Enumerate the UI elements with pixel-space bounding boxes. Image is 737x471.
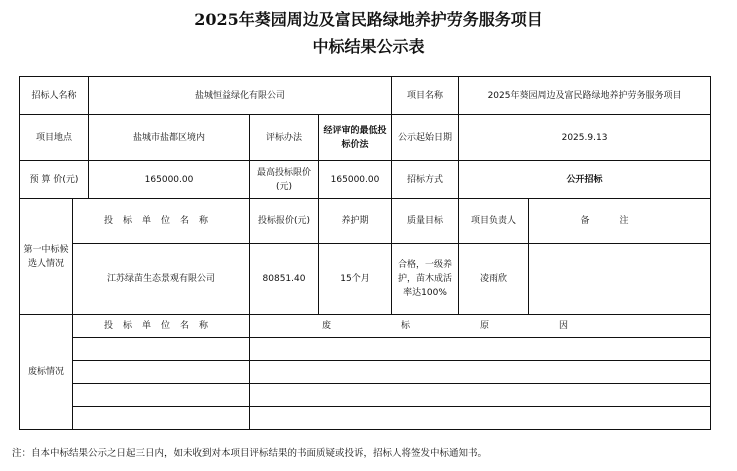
max-price-value: 165000.00 (319, 161, 392, 199)
table-row (20, 77, 711, 115)
header-quality: 质量目标 (392, 199, 459, 244)
empty-cell (250, 384, 711, 407)
winner-quality: 合格，一级养护，苗木成活率达100% (392, 244, 459, 315)
budget-label: 预 算 价(元) (20, 161, 89, 199)
table-row (20, 407, 711, 430)
header-price: 投标报价(元) (250, 199, 319, 244)
table-row (20, 384, 711, 407)
table-row (20, 199, 711, 244)
footnote: 注：自本中标结果公示之日起三日内，如未收到对本项目评标结果的书面质疑或投诉，招标人将签发中标通知书。 (12, 448, 488, 459)
max-price-label: 最高投标限价(元) (250, 161, 319, 199)
empty-cell (250, 361, 711, 384)
rejected-header-reason: 废标原因 (250, 315, 711, 338)
winner-bidder: 江苏绿苗生态景观有限公司 (73, 244, 250, 315)
empty-cell (250, 407, 711, 430)
method-value: 经评审的最低投标价法 (319, 115, 392, 161)
winner-section-label: 第一中标候选人情况 (20, 199, 73, 315)
header-remarks: 备注 (529, 199, 711, 244)
header-period: 养护期 (319, 199, 392, 244)
budget-value: 165000.00 (89, 161, 250, 199)
empty-cell (73, 361, 250, 384)
page-title: 2025年葵园周边及富民路绿地养护劳务服务项目 (194, 10, 543, 29)
winner-price: 80851.40 (250, 244, 319, 315)
table-row (20, 161, 711, 199)
empty-cell (73, 338, 250, 361)
method-label: 评标办法 (250, 115, 319, 161)
winner-manager: 凌雨欣 (459, 244, 529, 315)
date-label: 公示起始日期 (392, 115, 459, 161)
tenderer-label: 招标人名称 (20, 77, 89, 115)
table-row (20, 244, 711, 315)
tenderer-value: 盐城恒益绿化有限公司 (89, 77, 392, 115)
result-table (19, 76, 711, 430)
header-manager: 项目负责人 (459, 199, 529, 244)
bid-type-value: 公开招标 (459, 161, 711, 199)
rejected-section-label: 废标情况 (20, 315, 73, 430)
empty-cell (250, 338, 711, 361)
location-label: 项目地点 (20, 115, 89, 161)
empty-cell (73, 407, 250, 430)
bid-type-label: 招标方式 (392, 161, 459, 199)
page-subtitle: 中标结果公示表 (312, 37, 425, 56)
project-name-label: 项目名称 (392, 77, 459, 115)
project-name-value: 2025年葵园周边及富民路绿地养护劳务服务项目 (459, 77, 711, 115)
table-row (20, 338, 711, 361)
empty-cell (73, 384, 250, 407)
location-value: 盐城市盐都区境内 (89, 115, 250, 161)
table-row (20, 115, 711, 161)
winner-remarks (529, 244, 711, 315)
date-value: 2025.9.13 (459, 115, 711, 161)
winner-period: 15个月 (319, 244, 392, 315)
table-row (20, 315, 711, 338)
table-row (20, 361, 711, 384)
header-bidder: 投标单位名称 (73, 199, 250, 244)
rejected-header-bidder: 投标单位名称 (73, 315, 250, 338)
